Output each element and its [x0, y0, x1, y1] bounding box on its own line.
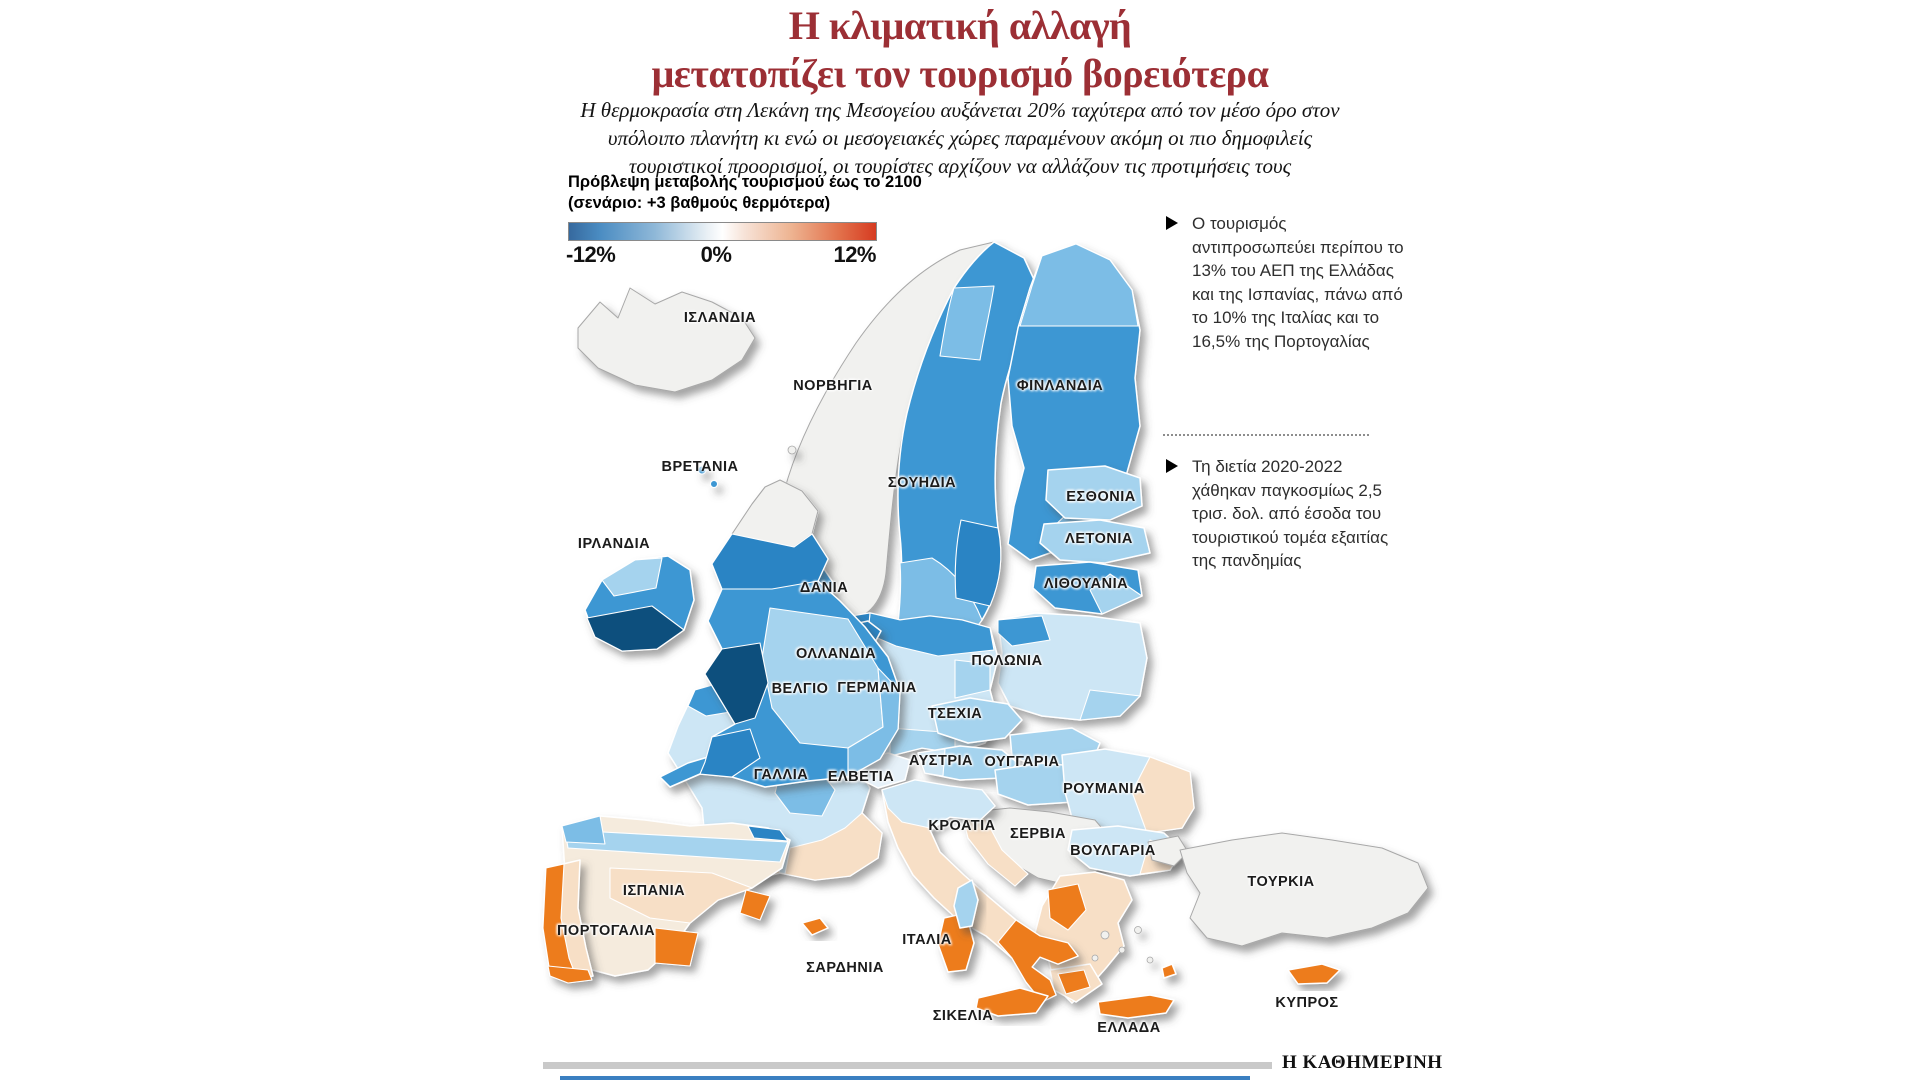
map-label-portugal: ΠΟΡΤΟΓΑΛΙΑ [556, 923, 656, 939]
subtitle-line-3: τουριστικοί προορισμοί, οι τουρίστες αρχίζουν να αλλάζουν τις προτιμήσεις τους [628, 154, 1292, 178]
legend-title-line-1: Πρόβλεψη μεταβολής τουρισμού έως το 2100 [568, 173, 922, 191]
europe-map-svg [450, 230, 1480, 1082]
map-label-bulgaria: ΒΟΥΛΓΑΡΙΑ [1070, 843, 1156, 859]
map-label-cyprus: ΚΥΠΡΟΣ [1275, 995, 1339, 1011]
map-label-belgium: ΒΕΛΓΙΟ [771, 681, 829, 697]
map-label-austria: ΑΥΣΤΡΙΑ [908, 753, 974, 769]
footer-divider-bar [543, 1062, 1272, 1069]
map-label-spain: ΙΣΠΑΝΙΑ [622, 883, 686, 899]
map-label-denmark: ΔΑΝΙΑ [799, 580, 849, 596]
map-label-sardinia: ΣΑΡΔΗΝΙΑ [806, 960, 884, 976]
legend-max-label: 12% [833, 242, 876, 267]
map-label-sweden: ΣΟΥΗΔΙΑ [887, 475, 957, 491]
note-bullet-icon [1166, 216, 1178, 230]
map-label-france: ΓΑΛΛΙΑ [753, 767, 809, 783]
page-subtitle [460, 96, 1460, 180]
legend-title-line-2: (σενάριο: +3 βαθμούς θερμότερα) [568, 194, 831, 212]
map-label-romania: ΡΟΥΜΑΝΙΑ [1063, 781, 1145, 797]
title-line-2: μετατοπίζει τον τουρισμό βορειότερα [651, 51, 1269, 96]
bottom-blue-strip [560, 1076, 1250, 1080]
map-label-czechia: ΤΣΕΧΙΑ [927, 706, 983, 722]
map-label-poland: ΠΟΛΩΝΙΑ [971, 653, 1043, 669]
island-balearics [802, 918, 828, 935]
map-label-iceland: ΙΣΛΑΝΔΙΑ [683, 310, 757, 326]
map-label-ireland: ΙΡΛΑΝΔΙΑ [577, 536, 651, 552]
map-label-latvia: ΛΕΤΟΝΙΑ [1065, 531, 1133, 547]
map-label-germany: ΓΕΡΜΑΝΙΑ [837, 680, 917, 696]
country-cyprus [1288, 964, 1340, 984]
legend-mid-label: 0% [700, 242, 732, 267]
map-label-italy: ΙΤΑΛΙΑ [902, 932, 952, 948]
map-label-hungary: ΟΥΓΓΑΡΙΑ [984, 754, 1060, 770]
legend-title [568, 172, 922, 214]
legend-min-label: -12% [566, 242, 616, 267]
country-ireland [585, 556, 694, 651]
map-label-turkey: ΤΟΥΡΚΙΑ [1247, 874, 1315, 890]
note-pandemic-losses: Τη διετία 2020-2022 χάθηκαν παγκοσμίως 2,5 τρισ. δολ. από έσοδα του τουριστικού τομέα εξαιτίας της πανδημίας [1192, 457, 1389, 570]
country-iceland [578, 288, 755, 392]
map-label-sicily: ΣΙΚΕΛΙΑ [932, 1008, 994, 1024]
title-line-1: Η κλιματική αλλαγή [788, 3, 1132, 48]
map-label-switzerland: ΕΛΒΕΤΙΑ [827, 769, 895, 785]
map-label-greece: ΕΛΛΑΔΑ [1097, 1020, 1161, 1036]
europe-choropleth-map [450, 230, 1480, 1082]
note-tourism-gdp: Ο τουρισμός αντιπροσωπεύει περίπου το 13% του ΑΕΠ της Ελλάδας και της Ισπανίας, πάνω από το 10% της Ιταλίας και το 16,5% της Πορτογαλίας [1192, 214, 1404, 351]
map-label-norway: ΝΟΡΒΗΓΙΑ [793, 378, 873, 394]
map-label-croatia: ΚΡΟΑΤΙΑ [928, 818, 996, 834]
publisher-logo: Η ΚΑΘΗΜΕΡΙΝΗ [1282, 1052, 1443, 1073]
map-label-serbia: ΣΕΡΒΙΑ [1009, 826, 1067, 842]
map-label-estonia: ΕΣΘΟΝΙΑ [1066, 489, 1136, 505]
subtitle-line-1: Η θερμοκρασία στη Λεκάνη της Μεσογείου αυξάνεται 20% ταχύτερα από τον μέσο όρο στον [580, 98, 1340, 122]
map-label-finland: ΦΙΝΛΑΝΔΙΑ [1016, 378, 1104, 394]
page-title [460, 2, 1460, 98]
subtitle-line-2: υπόλοιπο πλανήτη κι ενώ οι μεσογειακές χώρες παραμένουν ακόμη οι πιο δημοφιλείς [607, 126, 1313, 150]
map-label-netherlands: ΟΛΛΑΝΔΙΑ [795, 646, 877, 662]
map-label-britain: ΒΡΕΤΑΝΙΑ [661, 459, 739, 475]
map-label-lithuania: ΛΙΘΟΥΑΝΙΑ [1043, 576, 1129, 592]
